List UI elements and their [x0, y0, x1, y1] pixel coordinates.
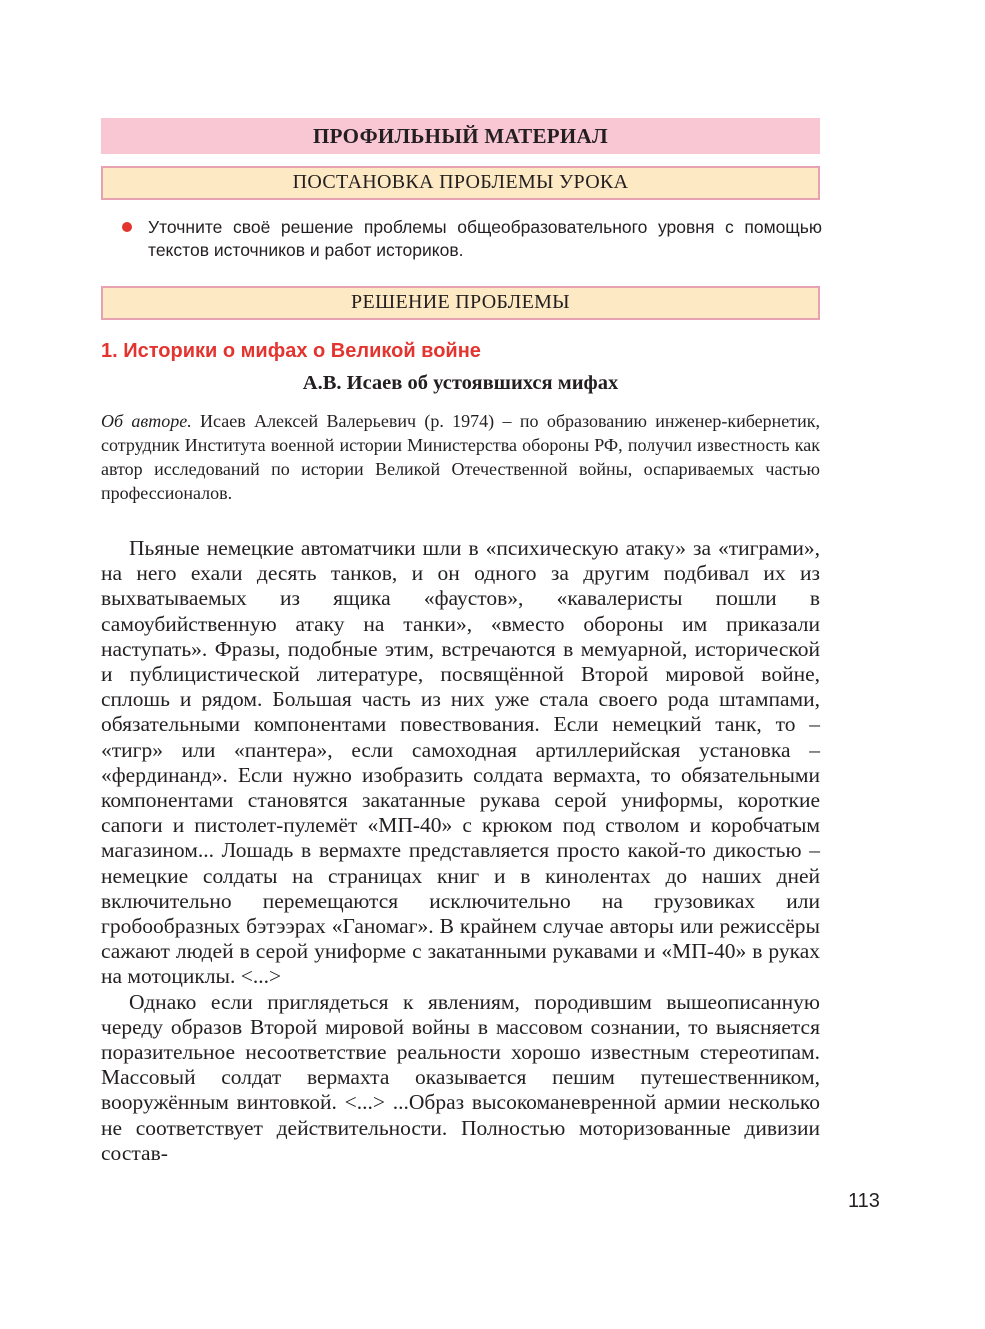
paragraph: Однако если приглядеться к явлениям, породившим вышеописанную череду образов Второй мировой войны в массовом сознании, то выясняется поразительное несоответствие реальности хорошо известным стереотипам. Массовый солдат вермахта оказывается пешим путешественником, вооружённым винтовкой. <...> ...Образ высокоманевренной армии несколько не соответствует действительности. Полностью моторизованные дивизии состав-: [101, 989, 820, 1165]
about-author-text: Исаев Алексей Валерьевич (р. 1974) – по образованию инженер-кибернетик, сотрудник Института военной истории Министерства обороны РФ, получил известность как автор исследований по истории Великой Отечественной войны, оспариваемых частью профессионалов.: [101, 411, 820, 503]
problem-solution-banner: РЕШЕНИЕ ПРОБЛЕМЫ: [101, 286, 820, 320]
article-title: А.В. Исаев об устоявшихся мифах: [302, 372, 619, 394]
bullet-dot-icon: [122, 222, 132, 232]
about-author-lead: Об авторе.: [101, 411, 192, 431]
page-number: 113: [848, 1190, 880, 1212]
profile-material-banner: ПРОФИЛЬНЫЙ МАТЕРИАЛ: [101, 118, 820, 154]
section-heading: 1. Историки о мифах о Великой войне: [101, 340, 481, 362]
main-text: [101, 536, 820, 1166]
paragraph: Пьяные немецкие автоматчики шли в «психическую атаку» за «тиграми», на него ехали десять танков, и он одного за другим подбивал их из выхватываемых из ящика «фаустов», «кавалеристы пошли в самоубийственную атаку на танки», «вместо обороны им приказали наступать». Фразы, подобные этим, встречаются в мемуарной, исторической и публицистической литературе, посвящённой Второй мировой войне, сплошь и рядом. Большая часть из них уже стала своего рода штампами, обязательными компонентами повествования. Если немецкий танк, то – «тигр» или «пантера», если самоходная артиллерийская установка – «фердинанд». Если нужно изобразить солдата вермахта, то обязательными компонентами становятся закатанные рукава серой униформы, короткие сапоги и пистолет-пулемёт «МП-40» с крюком под стволом и коробчатым магазином... Лошадь в вермахте представляется просто какой-то дикостью – немецкие солдаты на страницах книг и в кинолентах до наших дней включительно перемещаются исключительно на грузовиках или гробообразных бэтээрах «Ганомаг». В крайнем случае авторы или режиссёры сажают людей в серой униформе с закатанными рукавами и «МП-40» в руках на мотоциклы. <...>: [101, 536, 820, 989]
lesson-problem-banner: ПОСТАНОВКА ПРОБЛЕМЫ УРОКА: [101, 166, 820, 200]
task-bullet: [122, 216, 822, 262]
about-author: [101, 409, 820, 505]
task-text: Уточните своё решение проблемы общеобразовательного уровня с помощью текстов источников и работ историков.: [148, 217, 822, 260]
